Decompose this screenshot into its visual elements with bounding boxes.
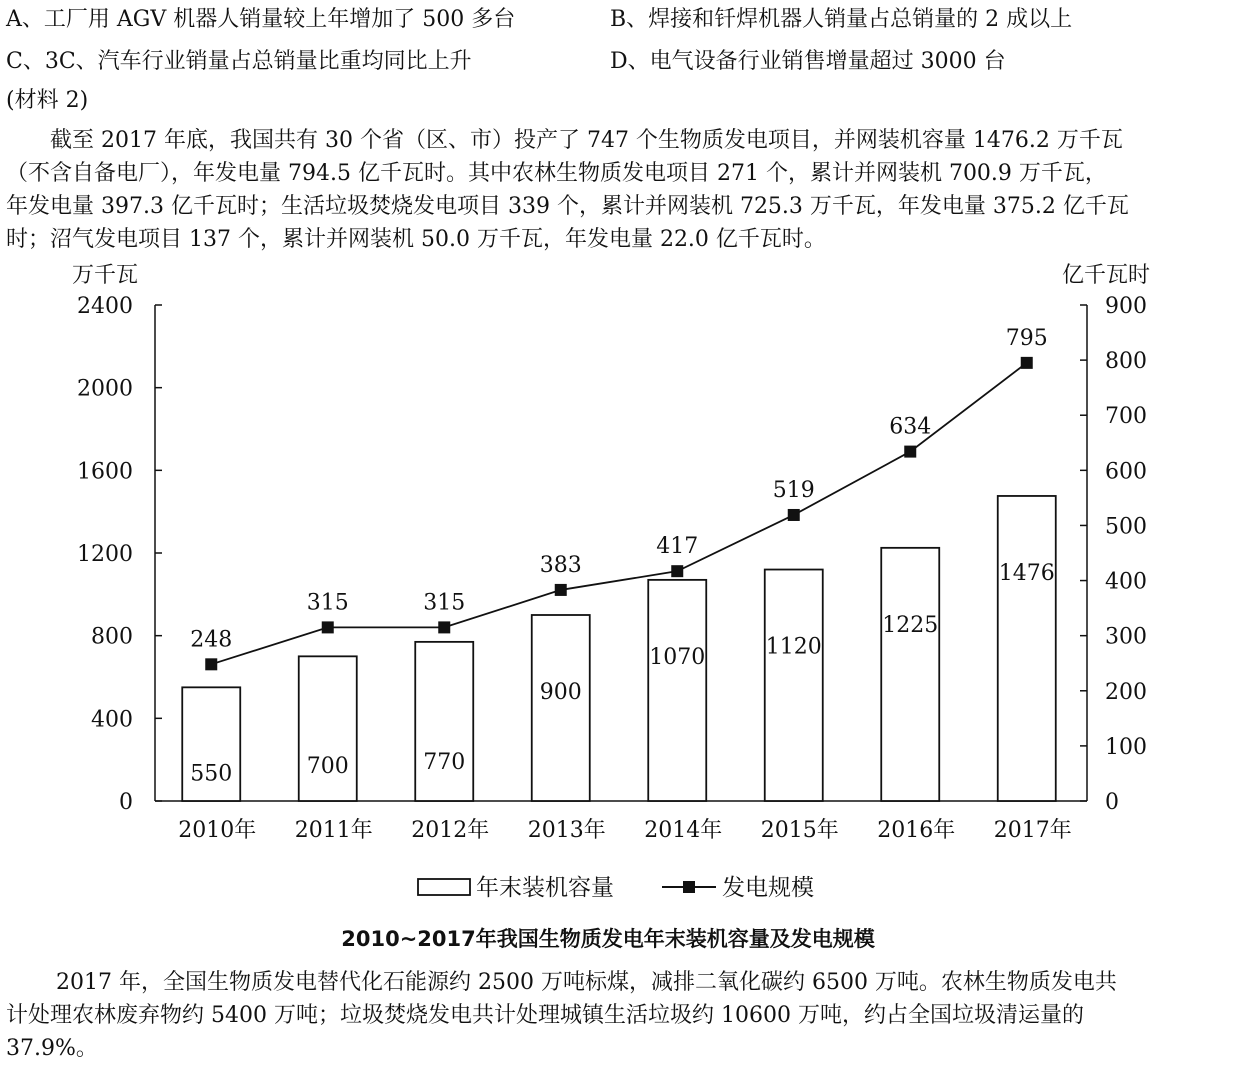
line-value-label: 315 [306, 590, 349, 616]
bar [881, 548, 939, 801]
left-tick-label: 800 [91, 624, 133, 650]
line-marker [904, 446, 916, 458]
right-axis-unit: 亿千瓦时 [1062, 263, 1151, 288]
line-marker [438, 621, 450, 633]
x-tick-label: 2015年 [760, 818, 839, 843]
legend-bar-swatch [418, 879, 470, 895]
x-tick-label: 2016年 [877, 818, 956, 843]
left-tick-label: 2400 [77, 294, 133, 319]
bar-value-label: 1476 [998, 560, 1055, 586]
left-tick-label: 1200 [77, 542, 133, 567]
option-a: A、工厂用 AGV 机器人销量较上年增加了 500 多台 [6, 7, 516, 32]
bar-value-label: 1070 [649, 644, 706, 670]
option-d: D、电气设备行业销售增量超过 3000 台 [610, 49, 1006, 74]
x-tick-label: 2011年 [294, 818, 373, 843]
line-value-label: 383 [539, 552, 582, 578]
intro-line: 时；沼气发电项目 137 个，累计并网装机 50.0 万千瓦，年发电量 22.0 亿千瓦时。 [6, 227, 826, 252]
bar-value-label: 1225 [882, 612, 939, 638]
left-tick-label: 1600 [77, 459, 133, 485]
x-tick-label: 2010年 [178, 818, 257, 843]
left-axis-unit: 万千瓦 [72, 263, 139, 288]
intro-line: 截至 2017 年底，我国共有 30 个省（区、市）投产了 747 个生物质发电项目，并网装机容量 1476.2 万千瓦 [50, 128, 1123, 153]
chart-title: 2010~2017年我国生物质发电年末装机容量及发电规模 [341, 927, 875, 951]
line-value-label: 634 [889, 414, 932, 440]
right-tick-label: 300 [1105, 624, 1147, 650]
bar [765, 570, 823, 801]
outro-line: 37.9%。 [6, 1036, 98, 1061]
right-tick-label: 800 [1105, 349, 1147, 375]
outro-paragraph [6, 966, 1236, 1065]
right-tick-label: 100 [1105, 734, 1147, 760]
bar-value-label: 900 [539, 680, 582, 705]
right-tick-label: 400 [1105, 569, 1147, 595]
line-marker [205, 658, 217, 670]
line-value-label: 417 [656, 534, 699, 560]
right-tick-label: 500 [1105, 514, 1147, 540]
line-marker [1021, 357, 1033, 369]
intro-line: （不含自备电厂），年发电量 794.5 亿千瓦时。其中农林生物质发电项目 271 个，累计并网装机 700.9 万千瓦， [6, 161, 1107, 186]
line-marker [788, 509, 800, 521]
legend-bar-label: 年末装机容量 [476, 875, 614, 901]
right-tick-label: 700 [1105, 404, 1147, 430]
bar [532, 615, 590, 801]
bar-value-label: 550 [190, 761, 233, 787]
x-tick-label: 2013年 [527, 818, 606, 843]
material-label: (材料 2) [6, 88, 89, 113]
bar [998, 496, 1056, 801]
line-value-label: 315 [423, 590, 466, 616]
intro-paragraph [6, 124, 1236, 256]
left-tick-label: 2000 [77, 376, 133, 402]
right-tick-label: 600 [1105, 459, 1147, 485]
x-tick-label: 2014年 [644, 818, 723, 843]
legend-line-marker [683, 881, 695, 893]
option-c: C、3C、汽车行业销量占总销量比重均同比上升 [6, 49, 472, 74]
line-value-label: 795 [1005, 325, 1048, 351]
bar-value-label: 700 [306, 753, 349, 779]
line-value-label: 248 [190, 627, 233, 653]
bar [299, 656, 357, 801]
x-tick-label: 2012年 [411, 818, 490, 843]
left-tick-label: 0 [119, 790, 133, 815]
bar [648, 580, 706, 801]
left-tick-label: 400 [91, 707, 133, 733]
x-tick-label: 2017年 [993, 818, 1072, 843]
right-tick-label: 900 [1105, 294, 1147, 319]
line-marker [322, 621, 334, 633]
outro-line: 计处理农林废弃物约 5400 万吨；垃圾焚烧发电共计处理城镇生活垃圾约 10600 万吨，约占全国垃圾清运量的 [6, 1003, 1084, 1028]
line-marker [555, 584, 567, 596]
outro-line: 2017 年，全国生物质发电替代化石能源约 2500 万吨标煤，减排二氧化碳约 6500 万吨。农林生物质发电共 [56, 970, 1117, 995]
right-tick-label: 0 [1105, 790, 1119, 815]
legend-line-label: 发电规模 [722, 875, 814, 901]
option-b: B、焊接和钎焊机器人销量占总销量的 2 成以上 [610, 7, 1073, 32]
right-tick-label: 200 [1105, 679, 1147, 705]
bar-value-label: 770 [423, 750, 466, 776]
line-marker [671, 565, 683, 577]
bar-value-label: 1120 [765, 634, 822, 660]
bar [415, 642, 473, 801]
line-value-label: 519 [772, 477, 815, 503]
combo-chart [0, 256, 1245, 966]
intro-line: 年发电量 397.3 亿千瓦时；生活垃圾焚烧发电项目 339 个，累计并网装机 725.3 万千瓦，年发电量 375.2 亿千瓦 [6, 194, 1129, 219]
